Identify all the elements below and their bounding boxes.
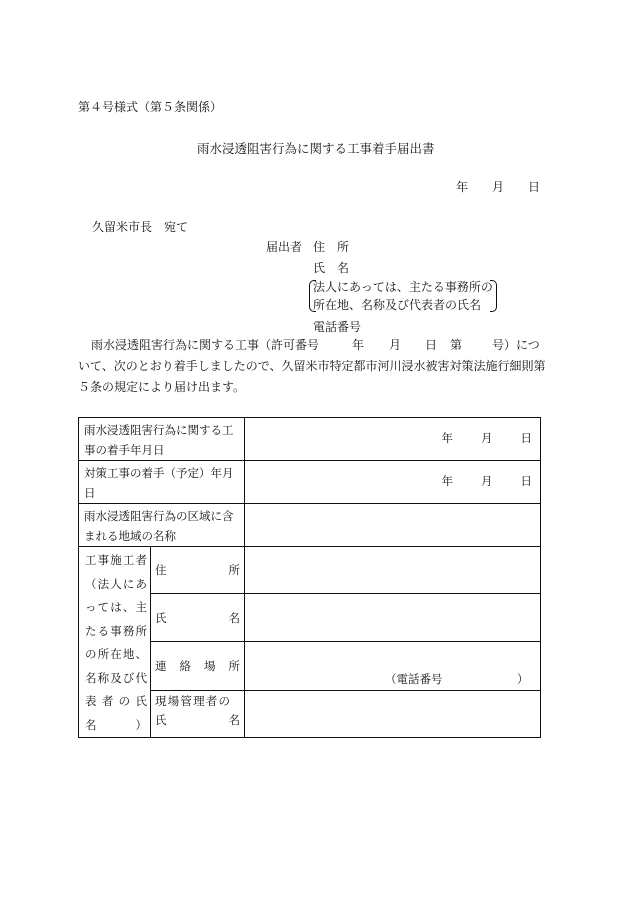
- contractor-name-label: 氏 名: [151, 594, 245, 642]
- countermeasure-date-month: 月: [481, 474, 493, 488]
- body-line-2: いて、次のとおり着手しましたので、久留米市特定都市河川浸水被害対策法施行細則第: [78, 359, 546, 373]
- countermeasure-date-label: 対策工事の着手（予定）年月日: [79, 461, 245, 504]
- notifier-label: 届出者: [266, 240, 303, 254]
- contact-location-field[interactable]: [245, 642, 541, 690]
- table-row: [79, 504, 541, 547]
- notifier-note-line1: 法人にあっては、主たる事務所の: [313, 280, 493, 294]
- table-row: [79, 418, 541, 461]
- contractor-label: 工事施工者（法人にあっては、主たる事務所の所在地、名称及び代表者の氏名）: [79, 547, 151, 738]
- table-row: [79, 461, 541, 504]
- countermeasure-date-year: 年: [441, 474, 453, 488]
- area-name-label: 雨水浸透阻害行為の区域に含まれる地域の名称: [79, 504, 245, 547]
- body-line-3: ５条の規定により届け出ます。: [78, 380, 246, 394]
- date-day: 日: [527, 180, 540, 194]
- body-line-1: [78, 336, 540, 354]
- notification-table: [78, 417, 541, 738]
- permit-day: 日: [425, 338, 438, 352]
- notifier-address-label: 住 所: [313, 240, 350, 254]
- document-title: 雨水浸透阻害行為に関する工事着手届出書: [197, 141, 435, 156]
- notifier-phone-label: 電話番号: [313, 320, 362, 334]
- addressee: 久留米市長 宛て: [92, 220, 189, 234]
- start-date-day: 日: [520, 431, 532, 445]
- contractor-address-label: 住 所: [151, 547, 245, 594]
- site-manager-label: 現場管理者の 氏 名: [151, 690, 245, 737]
- notifier-note-line2: 所在地、名称及び代表者の氏名: [313, 298, 482, 312]
- body-line-1-text: 雨水浸透阻害行為に関する工事（許可番号: [91, 338, 320, 352]
- contractor-name-field[interactable]: [245, 594, 541, 642]
- permit-month: 月: [389, 338, 402, 352]
- contact-phone-close: ）: [517, 671, 529, 686]
- start-date-month: 月: [481, 431, 493, 445]
- site-manager-field[interactable]: [245, 690, 541, 737]
- submission-date: [456, 178, 540, 195]
- contractor-address-field[interactable]: [245, 547, 541, 594]
- permit-go: 号）につ: [492, 338, 540, 352]
- start-date-label: 雨水浸透阻害行為に関する工事の着手年月日: [79, 418, 245, 461]
- notifier-name-label: 氏 名: [313, 261, 350, 275]
- table-row: [79, 547, 541, 594]
- permit-year: 年: [352, 338, 365, 352]
- contact-location-label: 連 絡 場 所: [151, 642, 245, 690]
- date-month: 月: [491, 180, 504, 194]
- area-name-field[interactable]: [245, 504, 541, 547]
- countermeasure-date-day: 日: [520, 474, 532, 488]
- start-date-year: 年: [441, 431, 453, 445]
- start-date-field[interactable]: [245, 418, 541, 461]
- date-year: 年: [456, 180, 469, 194]
- permit-dai: 第: [450, 338, 463, 352]
- form-number: 第４号様式（第５条関係）: [78, 100, 223, 114]
- contact-phone-open: （電話番号: [385, 671, 443, 686]
- countermeasure-date-field[interactable]: [245, 461, 541, 504]
